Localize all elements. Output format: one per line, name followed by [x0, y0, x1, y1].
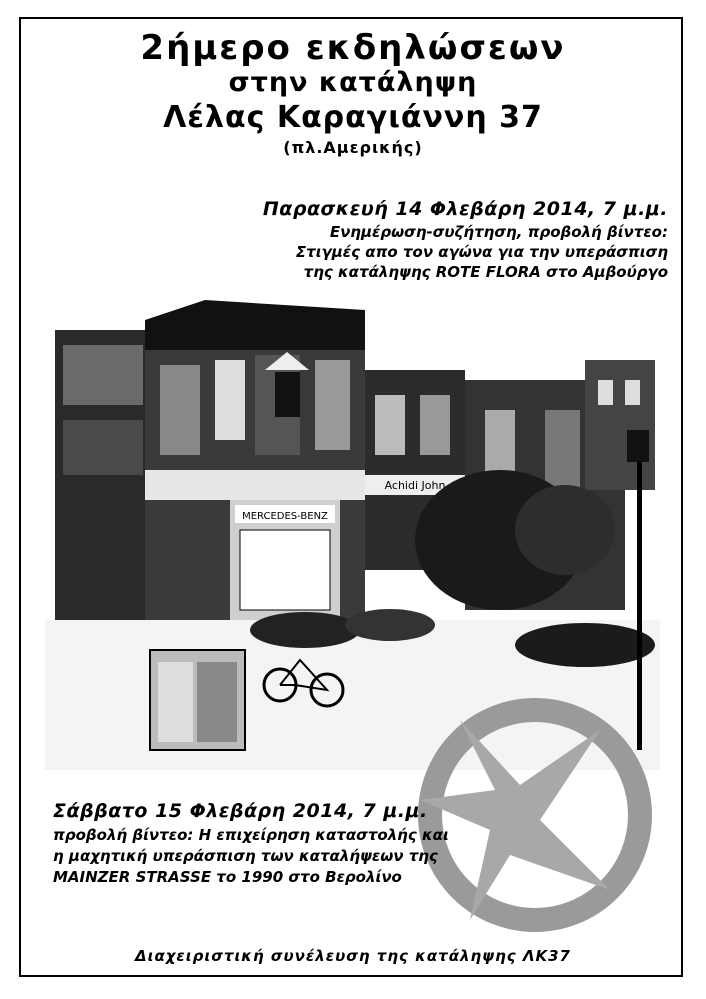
sign-mercedes: MERCEDES-BENZ [242, 511, 328, 522]
poster-subtitle: στην κατάληψη [228, 67, 478, 98]
event1-desc-line2: Στιγμές απο τον αγώνα για την υπεράσπιση [295, 243, 668, 261]
event1-date: Παρασκευή 14 Φλεβάρη 2014, 7 μ.μ. [262, 198, 668, 220]
event2-desc-line1: προβολή βίντεο: Η επιχείρηση καταστολής και [53, 826, 449, 844]
squat-emblem [400, 690, 660, 940]
footer-signature: Διαχειριστική συνέλευση της κατάληψης ΛΚ37 [135, 947, 571, 965]
event2-desc-line2: η μαχητική υπεράσπιση των καταλήψεων της [53, 847, 438, 865]
event2-desc-line3: MAINZER STRASSE το 1990 στο Βερολίνο [53, 868, 402, 886]
event1-desc-line1: Ενημέρωση-συζήτηση, προβολή βίντεο: [329, 223, 668, 241]
poster-location-note: (πλ.Αμερικής) [283, 138, 423, 157]
event2-date: Σάββατο 15 Φλεβάρη 2014, 7 μ.μ. [53, 800, 428, 822]
event1-desc-line3: της κατάληψης ROTE FLORA στο Αμβούργο [303, 263, 668, 281]
sign-achidi: Achidi John [384, 479, 446, 492]
poster-title: 2ήμερο εκδηλώσεων [140, 28, 566, 68]
poster-address: Λέλας Καραγιάννη 37 [163, 100, 543, 135]
